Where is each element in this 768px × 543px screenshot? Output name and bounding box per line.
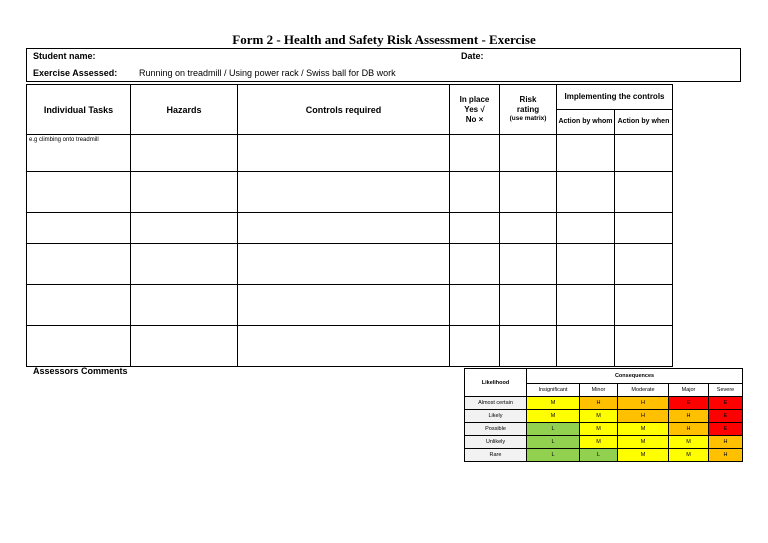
header-risk-rating bbox=[500, 85, 557, 135]
table-cell[interactable] bbox=[615, 326, 673, 367]
matrix-cell: H bbox=[669, 410, 709, 423]
matrix-cell: H bbox=[709, 449, 743, 462]
likelihood-row-label: Likely bbox=[465, 410, 527, 423]
table-cell[interactable] bbox=[615, 244, 673, 285]
header-action-by-when: Action by when bbox=[615, 110, 673, 135]
matrix-cell: M bbox=[527, 410, 580, 423]
table-cell[interactable] bbox=[27, 285, 131, 326]
table-cell[interactable] bbox=[238, 285, 450, 326]
assessors-comments-label: Assessors Comments bbox=[33, 366, 128, 376]
table-cell[interactable] bbox=[238, 326, 450, 367]
table-cell[interactable] bbox=[557, 244, 615, 285]
table-cell[interactable] bbox=[27, 244, 131, 285]
risk-assessment-table bbox=[26, 84, 673, 367]
matrix-cell: H bbox=[618, 397, 669, 410]
header-risk-line2: rating bbox=[516, 105, 540, 115]
matrix-cell: M bbox=[669, 449, 709, 462]
exercise-assessed-label: Exercise Assessed: bbox=[33, 68, 118, 78]
matrix-cell: M bbox=[580, 436, 618, 449]
matrix-likelihood-label: Likelihood bbox=[465, 369, 527, 397]
table-cell[interactable] bbox=[615, 135, 673, 172]
table-cell[interactable] bbox=[500, 244, 557, 285]
consequence-header: Major bbox=[669, 384, 709, 397]
table-cell[interactable] bbox=[557, 285, 615, 326]
table-cell[interactable] bbox=[615, 172, 673, 213]
table-cell[interactable] bbox=[557, 213, 615, 244]
table-cell[interactable] bbox=[615, 285, 673, 326]
table-cell[interactable] bbox=[27, 213, 131, 244]
student-name-label: Student name: bbox=[33, 51, 96, 61]
likelihood-row-label: Possible bbox=[465, 423, 527, 436]
matrix-cell: L bbox=[527, 423, 580, 436]
consequence-header: Moderate bbox=[618, 384, 669, 397]
likelihood-row-label: Almost certain bbox=[465, 397, 527, 410]
table-cell[interactable] bbox=[450, 285, 500, 326]
table-cell[interactable] bbox=[131, 135, 238, 172]
table-cell[interactable] bbox=[131, 285, 238, 326]
table-cell[interactable] bbox=[450, 213, 500, 244]
matrix-cell: H bbox=[669, 423, 709, 436]
exercise-assessed-value: Running on treadmill / Using power rack / Swiss ball for DB work bbox=[139, 68, 396, 78]
matrix-cell: L bbox=[580, 449, 618, 462]
table-cell[interactable] bbox=[27, 172, 131, 213]
table-cell[interactable] bbox=[500, 213, 557, 244]
likelihood-row-label: Rare bbox=[465, 449, 527, 462]
table-cell[interactable] bbox=[238, 172, 450, 213]
table-cell[interactable] bbox=[557, 172, 615, 213]
header-risk-line1: Risk bbox=[519, 95, 537, 105]
header-in-place-line2: Yes √ bbox=[464, 104, 485, 114]
header-in-place bbox=[450, 85, 500, 135]
table-cell[interactable] bbox=[450, 135, 500, 172]
matrix-cell: E bbox=[709, 423, 743, 436]
table-cell[interactable] bbox=[450, 244, 500, 285]
matrix-cell: E bbox=[669, 397, 709, 410]
header-individual-tasks: Individual Tasks bbox=[27, 85, 131, 135]
matrix-cell: M bbox=[618, 436, 669, 449]
table-cell[interactable] bbox=[238, 213, 450, 244]
matrix-cell: L bbox=[527, 436, 580, 449]
matrix-cell: H bbox=[618, 410, 669, 423]
header-implementing-controls: Implementing the controls bbox=[557, 85, 673, 110]
matrix-consequences-label: Consequences bbox=[527, 369, 743, 384]
table-cell[interactable] bbox=[238, 135, 450, 172]
table-cell[interactable] bbox=[500, 326, 557, 367]
matrix-cell: L bbox=[527, 449, 580, 462]
table-cell[interactable] bbox=[557, 135, 615, 172]
matrix-cell: E bbox=[709, 410, 743, 423]
likelihood-row-label: Unlikely bbox=[465, 436, 527, 449]
risk-matrix bbox=[464, 368, 743, 462]
header-in-place-line3: No × bbox=[465, 114, 484, 124]
student-info-box bbox=[26, 48, 741, 82]
table-cell[interactable] bbox=[131, 172, 238, 213]
matrix-cell: M bbox=[580, 423, 618, 436]
matrix-cell: M bbox=[669, 436, 709, 449]
table-cell[interactable] bbox=[131, 244, 238, 285]
table-cell[interactable] bbox=[615, 213, 673, 244]
consequence-header: Insignificant bbox=[527, 384, 580, 397]
table-cell[interactable] bbox=[450, 326, 500, 367]
task-cell-example[interactable]: e.g climbing onto treadmill bbox=[27, 135, 131, 172]
header-hazards: Hazards bbox=[131, 85, 238, 135]
table-cell[interactable] bbox=[131, 213, 238, 244]
header-controls-required: Controls required bbox=[238, 85, 450, 135]
table-cell[interactable] bbox=[500, 135, 557, 172]
table-cell[interactable] bbox=[557, 326, 615, 367]
consequence-header: Minor bbox=[580, 384, 618, 397]
table-cell[interactable] bbox=[450, 172, 500, 213]
matrix-cell: M bbox=[527, 397, 580, 410]
matrix-cell: M bbox=[618, 423, 669, 436]
table-cell[interactable] bbox=[500, 285, 557, 326]
table-cell[interactable] bbox=[238, 244, 450, 285]
table-cell[interactable] bbox=[131, 326, 238, 367]
matrix-cell: M bbox=[618, 449, 669, 462]
header-in-place-line1: In place bbox=[459, 94, 490, 104]
date-label: Date: bbox=[461, 51, 484, 61]
header-risk-line3: (use matrix) bbox=[509, 115, 547, 123]
matrix-cell: M bbox=[580, 410, 618, 423]
header-action-by-whom: Action by whom bbox=[557, 110, 615, 135]
matrix-cell: H bbox=[709, 436, 743, 449]
consequence-header: Severe bbox=[709, 384, 743, 397]
table-cell[interactable] bbox=[500, 172, 557, 213]
matrix-cell: E bbox=[709, 397, 743, 410]
table-cell[interactable] bbox=[27, 326, 131, 367]
form-title: Form 2 - Health and Safety Risk Assessment - Exercise bbox=[232, 32, 536, 47]
matrix-cell: H bbox=[580, 397, 618, 410]
